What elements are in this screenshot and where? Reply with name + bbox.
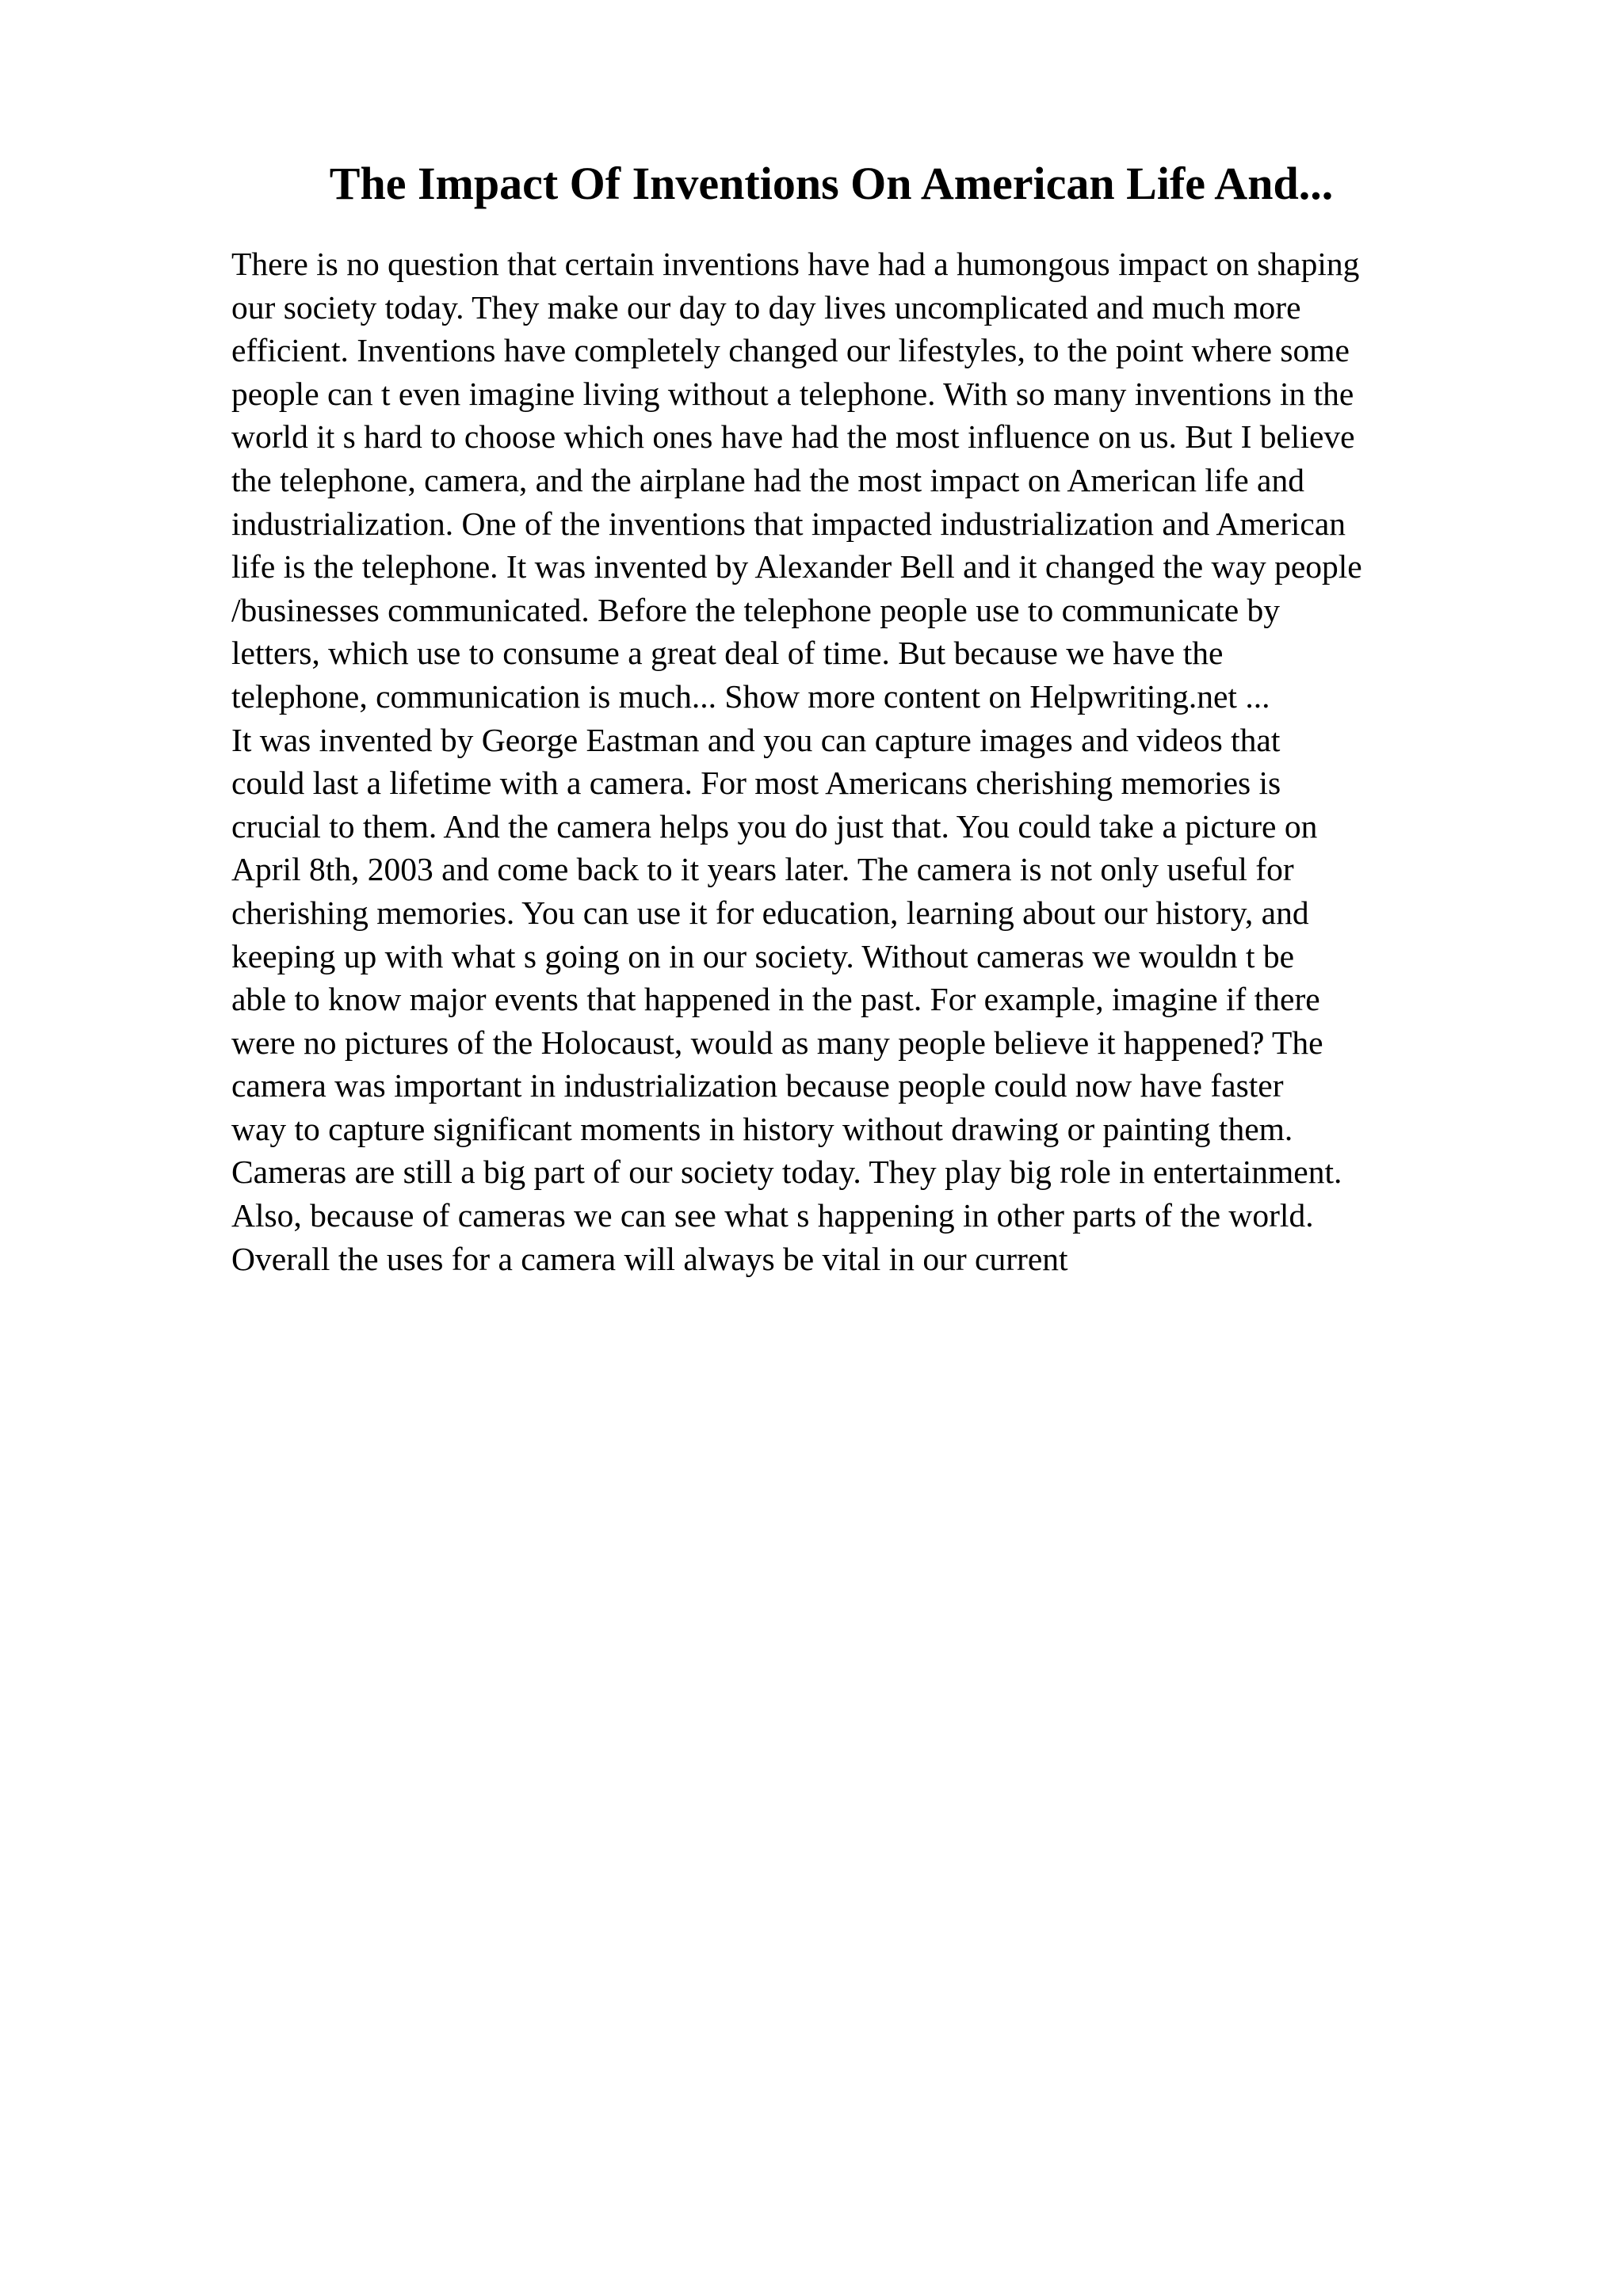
body-line: crucial to them. And the camera helps you do just that. You could take a picture on xyxy=(231,807,1318,845)
body-line: industrialization. One of the inventions that impacted industrialization and American xyxy=(231,505,1346,542)
body-line: Cameras are still a big part of our society today. They play big role in entertainment. xyxy=(231,1154,1342,1191)
body-line: There is no question that certain inventions have had a humongous impact on shaping xyxy=(231,246,1360,282)
body-line: our society today. They make our day to day lives uncomplicated and much more xyxy=(231,288,1301,326)
body-line: people can t even imagine living without a telephone. With so many inventions in the xyxy=(231,375,1354,412)
body-line: camera was important in industrialization because people could now have faster xyxy=(231,1067,1284,1104)
body-line: life is the telephone. It was invented by Alexander Bell and it changed the way people xyxy=(231,548,1362,585)
body-line: were no pictures of the Holocaust, would as many people believe it happened? The xyxy=(231,1024,1323,1061)
body-line: It was invented by George Eastman and you can capture images and videos that xyxy=(231,721,1281,758)
body-line: Also, because of cameras we can see what s happening in other parts of the world. xyxy=(231,1197,1314,1234)
body-line: /businesses communicated. Before the telephone people use to communicate by xyxy=(231,591,1280,628)
document-body xyxy=(231,242,1539,1280)
body-line: cherishing memories. You can use it for education, learning about our history, and xyxy=(231,894,1309,931)
body-line: keeping up with what s going on in our society. Without cameras we wouldn t be xyxy=(231,937,1295,974)
body-line: April 8th, 2003 and come back to it years later. The camera is not only useful for xyxy=(231,851,1294,888)
body-line: telephone, communication is much... Show more content on Helpwriting.net ... xyxy=(231,677,1270,715)
body-line: Overall the uses for a camera will always be vital in our current xyxy=(231,1240,1068,1277)
document-title: The Impact Of Inventions On American Life And... xyxy=(329,158,1334,209)
body-line: efficient. Inventions have completely changed our lifestyles, to the point where some xyxy=(231,332,1350,369)
body-line: able to know major events that happened in the past. For example, imagine if there xyxy=(231,981,1320,1018)
body-line: letters, which use to consume a great deal of time. But because we have the xyxy=(231,635,1224,672)
body-line: way to capture significant moments in history without drawing or painting them. xyxy=(231,1110,1293,1147)
body-line: could last a lifetime with a camera. For most Americans cherishing memories is xyxy=(231,765,1281,802)
body-line: world it s hard to choose which ones have had the most influence on us. But I believe xyxy=(231,418,1355,456)
body-line: the telephone, camera, and the airplane had the most impact on American life and xyxy=(231,461,1304,498)
